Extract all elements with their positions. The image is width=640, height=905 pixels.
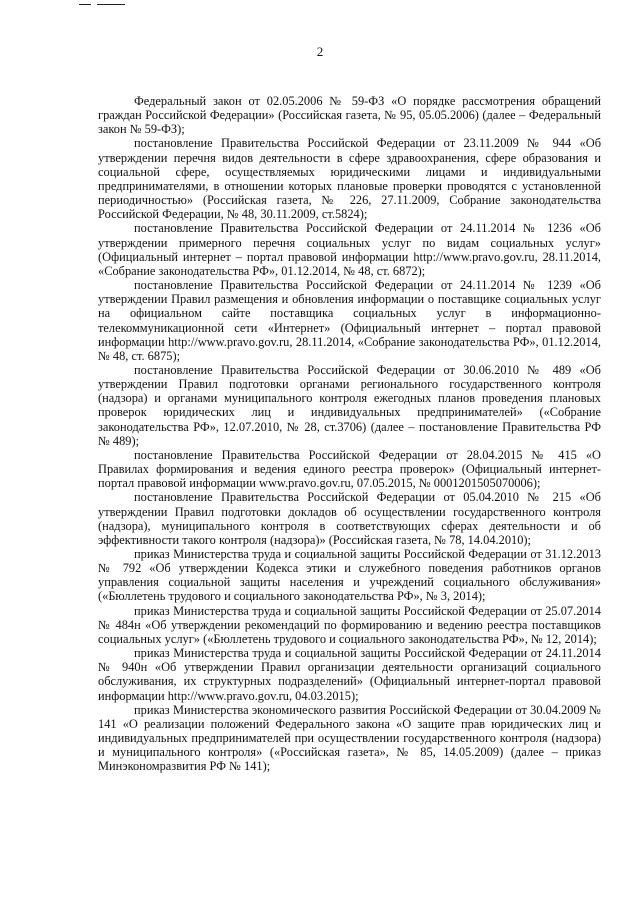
paragraph-resolution-1236: постановление Правительства Российской Федерации от 24.11.2014 № 1236 «Об утверждении примерного перечня социальных услуг по видам социальных услуг» (Официальный интернет – портал правовой информации http://www.pravo.gov.ru, 28.11.2014, «Собрание законодательства РФ», 01.12.2014, № 48, ст. 6872); (98, 221, 601, 278)
paragraph-order-940n: приказ Министерства труда и социальной защиты Российской Федерации от 24.11.2014 № 940н «Об утверждении Правил организации деятельности организаций социального обслуживания, их структурных подразделений» (Официальный интернет-портал правовой информации http://www.pravo.gov.ru, 04.03.2015); (98, 646, 601, 703)
paragraph-resolution-489: постановление Правительства Российской Федерации от 30.06.2010 № 489 «Об утверждении Правил подготовки органами регионального государственного контроля (надзора) и органами муниципального контроля ежегодных планов проведения плановых проверок юридических лиц и индивидуальных предпринимателей» («Собрание законодательства РФ», 12.07.2010, № 28, ст.3706) (далее – постановление Правительства РФ № 489); (98, 362, 601, 448)
paragraph-order-792: приказ Министерства труда и социальной защиты Российской Федерации от 31.12.2013 № 792 «Об утверждении Кодекса этики и служебного поведения работников органов управления социальной защиты населения и учреждений социального обслуживания» («Бюллетень трудового и социального законодательства РФ», № 3, 2014); (98, 547, 601, 604)
paragraph-resolution-944: постановление Правительства Российской Федерации от 23.11.2009 № 944 «Об утверждении перечня видов деятельности в сфере здравоохранения, сфере образования и социальной сфере, осуществляемых юридическими лицами и индивидуальными предпринимателями, в отношении которых плановые проверки проводятся с установленной периодичностью» (Российская газета, № 226, 27.11.2009, Собрание законодательства Российской Федерации, № 48, 30.11.2009, ст.5824); (98, 136, 601, 222)
paragraph-order-141: приказ Министерства экономического развития Российской Федерации от 30.04.2009 № 141 «О реализации положений Федерального закона «О защите прав юридических лиц и индивидуальных предпринимателей при осуществлении государственного контроля (надзора) и муниципального контроля» («Российская газета», № 85, 14.05.2009) (далее – приказ Минэкономразвития РФ № 141); (98, 702, 601, 774)
paragraph-resolution-415: постановление Правительства Российской Федерации от 28.04.2015 № 415 «О Правилах формирования и ведения единого реестра проверок» (Официальный интернет-портал правовой информации www.pravo.gov.ru, 07.05.2015, № 0001201505070006); (98, 447, 601, 491)
header-rule-left (79, 4, 91, 5)
header-rule-right (97, 4, 125, 5)
paragraph-order-484n: приказ Министерства труда и социальной защиты Российской Федерации от 25.07.2014 № 484н «Об утверждении рекомендаций по формированию и ведению реестра поставщиков социальных услуг» («Бюллетень трудового и социального законодательства РФ», № 12, 2014); (98, 603, 601, 646)
paragraph-resolution-215: постановление Правительства Российской Федерации от 05.04.2010 № 215 «Об утверждении Правил подготовки докладов об осуществлении государственного контроля (надзора), муниципального контроля в соответствующих сферах деятельности и об эффективности такого контроля (надзора)» (Российская газета, № 78, 14.04.2010); (98, 490, 601, 547)
page-number: 2 (316, 44, 324, 59)
paragraph-resolution-1239: постановление Правительства Российской Федерации от 24.11.2014 № 1239 «Об утверждении Правил размещения и обновления информации о поставщике социальных услуг на официальном сайте поставщика социальных услуг в информационно-телекоммуникационной сети «Интернет» (Официальный интернет – портал правовой информации http://www.pravo.gov.ru, 28.11.2014, «Собрание законодательства РФ», 01.12.2014, № 48, ст. 6875); (98, 278, 601, 363)
paragraph-federal-law-59: Федеральный закон от 02.05.2006 № 59-ФЗ «О порядке рассмотрения обращений граждан Российской Федерации» (Российская газета, № 95, 05.05.2006) (далее – Федеральный закон № 59-ФЗ); (98, 94, 601, 137)
document-body (98, 94, 601, 774)
